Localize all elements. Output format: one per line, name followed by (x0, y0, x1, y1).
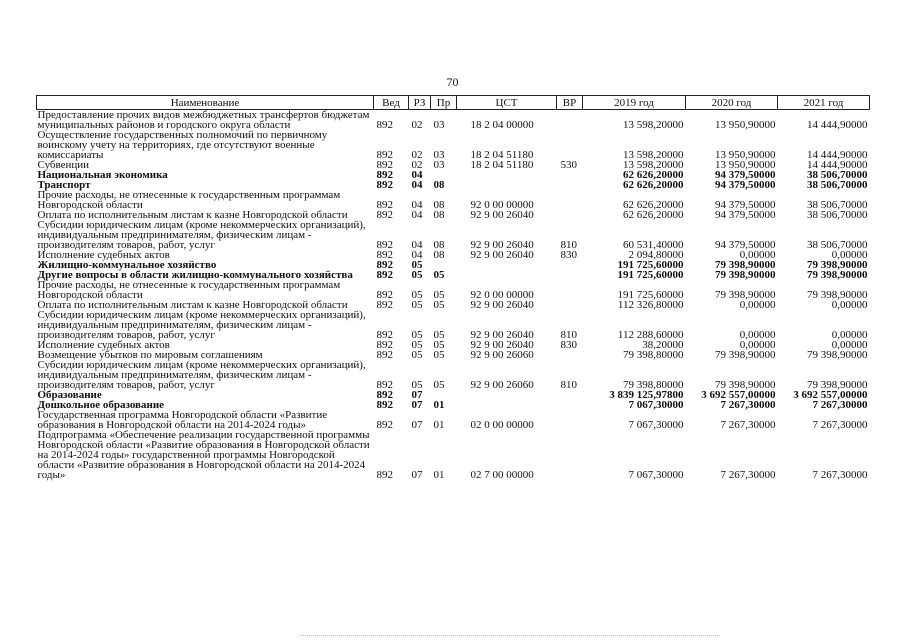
row-vr (557, 190, 583, 210)
page-number: 70 (446, 75, 459, 89)
row-amount-2020: 0,00000 (739, 339, 776, 351)
table-row (37, 280, 870, 300)
row-cst: 02 7 00 00000 (470, 469, 534, 481)
row-amount-2019: 3 839 125,97800 (609, 389, 684, 401)
row-cst: 92 0 00 00000 (470, 289, 534, 301)
row-pr: 01 (433, 399, 445, 411)
row-amount-2021: 14 444,90000 (807, 159, 868, 171)
row-rz: 05 (411, 289, 423, 301)
row-rz: 05 (411, 349, 423, 361)
row-rz: 02 (411, 159, 423, 171)
row-vr (557, 270, 583, 280)
row-name: Возмещение убытков по мировым соглашениям (37, 349, 263, 361)
row-cst: 18 2 04 51180 (470, 149, 534, 161)
row-cst: 92 9 00 26040 (470, 249, 534, 261)
row-pr: 05 (433, 379, 445, 391)
row-amount-2021: 79 398,90000 (807, 379, 868, 391)
row-amount-2019: 112 288,60000 (617, 329, 684, 341)
row-cst (457, 260, 557, 270)
row-ved: 892 (376, 169, 393, 181)
row-amount-2019: 191 725,60000 (617, 289, 684, 301)
row-name: Субсидии юридическим лицам (кроме некоммерческих организаций), индивидуальным предпринимателям, физическим лицам - производителям товаров, работ, услуг (37, 309, 366, 341)
row-pr: 08 (433, 239, 445, 251)
row-ved: 892 (376, 299, 393, 311)
row-vr: 810 (560, 329, 577, 341)
row-amount-2020: 94 379,50000 (715, 179, 776, 191)
row-cst: 92 9 00 26040 (470, 339, 534, 351)
row-vr: 810 (560, 379, 577, 391)
table-row (37, 110, 870, 131)
row-amount-2019: 191 725,60000 (617, 269, 684, 281)
row-rz: 04 (411, 199, 423, 211)
row-amount-2021: 38 506,70000 (807, 179, 868, 191)
row-pr: 08 (433, 209, 445, 221)
row-amount-2019: 13 598,20000 (623, 159, 684, 171)
row-name: Дошкольное образование (37, 399, 165, 411)
row-amount-2019: 7 067,30000 (628, 399, 684, 411)
table-header-row (37, 96, 870, 110)
row-amount-2019: 13 598,20000 (623, 149, 684, 161)
row-amount-2020: 79 398,90000 (715, 269, 776, 281)
row-name: Субсидии юридическим лицам (кроме некоммерческих организаций), индивидуальным предпринимателям, физическим лицам - производителям товаров, работ, услуг (37, 219, 366, 251)
row-amount-2019: 7 067,30000 (628, 469, 684, 481)
row-amount-2020: 13 950,90000 (715, 159, 776, 171)
row-vr (557, 410, 583, 430)
header-vr: ВР (557, 96, 583, 110)
row-amount-2020: 79 398,90000 (715, 379, 776, 391)
row-name: Оплата по исполнительным листам к казне Новгородской области (37, 299, 348, 311)
row-ved: 892 (376, 469, 393, 481)
row-amount-2020: 7 267,30000 (720, 399, 776, 411)
row-pr: 08 (433, 179, 445, 191)
row-pr: 08 (433, 199, 445, 211)
row-name: Государственная программа Новгородской области «Развитие образования в Новгородской области на 2014-2024 годы» (37, 409, 328, 431)
row-amount-2021: 14 444,90000 (807, 119, 868, 131)
header-2019: 2019 год (583, 96, 686, 110)
row-amount-2019: 60 531,40000 (623, 239, 684, 251)
row-ved: 892 (376, 389, 393, 401)
header-rz: РЗ (409, 96, 431, 110)
row-amount-2021: 0,00000 (831, 249, 868, 261)
row-vr: 830 (560, 249, 577, 261)
header-2021: 2021 год (778, 96, 870, 110)
table-row (37, 410, 870, 430)
row-cst (457, 270, 557, 280)
row-rz: 02 (411, 119, 423, 131)
row-amount-2021: 79 398,90000 (807, 349, 868, 361)
row-pr: 01 (433, 469, 445, 481)
row-amount-2020: 7 267,30000 (720, 419, 776, 431)
row-cst: 92 9 00 26040 (470, 209, 534, 221)
row-amount-2021: 79 398,90000 (807, 269, 868, 281)
row-amount-2021: 38 506,70000 (807, 199, 868, 211)
row-pr: 05 (433, 289, 445, 301)
row-rz: 05 (411, 379, 423, 391)
row-cst (457, 180, 557, 190)
row-rz: 05 (411, 299, 423, 311)
row-amount-2019: 112 326,80000 (617, 299, 684, 311)
row-ved: 892 (376, 419, 393, 431)
row-vr (557, 170, 583, 180)
row-rz: 05 (411, 329, 423, 341)
row-ved: 892 (376, 209, 393, 221)
table-row (37, 220, 870, 250)
row-rz: 04 (411, 249, 423, 261)
row-vr (557, 350, 583, 360)
row-rz: 05 (411, 339, 423, 351)
row-pr: 05 (433, 269, 445, 281)
row-vr (557, 280, 583, 300)
row-cst (457, 400, 557, 410)
row-rz: 05 (411, 259, 423, 271)
header-2020: 2020 год (686, 96, 778, 110)
row-cst: 18 2 04 00000 (470, 119, 534, 131)
row-ved: 892 (376, 179, 393, 191)
row-amount-2020: 13 950,90000 (715, 119, 776, 131)
row-name: Осуществление государственных полномочий по первичному воинскому учету на территориях, где отсутствуют военные комиссариаты (37, 129, 328, 161)
row-vr: 830 (560, 339, 577, 351)
row-amount-2021: 38 506,70000 (807, 209, 868, 221)
row-amount-2021: 7 267,30000 (812, 399, 868, 411)
row-cst: 92 9 00 26060 (470, 349, 534, 361)
row-ved: 892 (376, 339, 393, 351)
row-amount-2019: 62 626,20000 (623, 199, 684, 211)
row-vr (557, 110, 583, 131)
row-rz: 02 (411, 149, 423, 161)
row-ved: 892 (376, 199, 393, 211)
row-amount-2020: 79 398,90000 (715, 259, 776, 271)
row-vr (557, 300, 583, 310)
row-cst: 92 9 00 26060 (470, 379, 534, 391)
header-cst: ЦСТ (457, 96, 557, 110)
row-name: Субвенции (37, 159, 90, 171)
row-pr: 05 (433, 339, 445, 351)
row-vr: 810 (560, 239, 577, 251)
row-amount-2020: 79 398,90000 (715, 349, 776, 361)
row-amount-2019: 13 598,20000 (623, 119, 684, 131)
row-ved: 892 (376, 149, 393, 161)
row-amount-2019: 62 626,20000 (623, 209, 684, 221)
row-vr: 530 (560, 159, 577, 171)
row-cst: 18 2 04 51180 (470, 159, 534, 171)
row-name: Национальная экономика (37, 169, 168, 181)
row-name: Жилищно-коммунальное хозяйство (37, 259, 217, 271)
row-ved: 892 (376, 349, 393, 361)
row-amount-2021: 7 267,30000 (812, 419, 868, 431)
row-amount-2020: 0,00000 (739, 329, 776, 341)
row-amount-2021: 0,00000 (831, 329, 868, 341)
row-rz: 07 (411, 399, 423, 411)
row-name: Субсидии юридическим лицам (кроме некоммерческих организаций), индивидуальным предпринимателям, физическим лицам - производителям товаров, работ, услуг (37, 359, 366, 391)
row-ved: 892 (376, 379, 393, 391)
row-rz: 07 (411, 469, 423, 481)
row-amount-2019: 62 626,20000 (623, 169, 684, 181)
table-body (37, 110, 870, 481)
row-name: Подпрограмма «Обеспечение реализации государственной программы Новгородской области «Развитие образования в Новгородской области на 2014-2024 годы» государственной программы Новгородской области «Развитие образования в Новгородской области на 2014-2024 годы» (37, 429, 370, 481)
row-vr (557, 130, 583, 160)
row-amount-2019: 79 398,80000 (623, 349, 684, 361)
row-pr: 05 (433, 329, 445, 341)
row-name: Другие вопросы в области жилищно-коммунального хозяйства (37, 269, 353, 281)
row-vr (557, 210, 583, 220)
row-cst: 92 9 00 26040 (470, 239, 534, 251)
row-amount-2021: 38 506,70000 (807, 169, 868, 181)
row-pr: 08 (433, 249, 445, 261)
row-rz: 04 (411, 169, 423, 181)
row-vr (557, 400, 583, 410)
row-rz: 04 (411, 239, 423, 251)
row-amount-2021: 7 267,30000 (812, 469, 868, 481)
row-rz: 04 (411, 179, 423, 191)
header-name: Наименование (37, 96, 374, 110)
row-ved: 892 (376, 329, 393, 341)
row-cst: 92 0 00 00000 (470, 199, 534, 211)
row-amount-2021: 79 398,90000 (807, 259, 868, 271)
table-row (37, 190, 870, 210)
row-amount-2021: 3 692 557,00000 (793, 389, 868, 401)
row-rz: 04 (411, 209, 423, 221)
row-rz: 07 (411, 419, 423, 431)
row-amount-2019: 62 626,20000 (623, 179, 684, 191)
header-pr: Пр (431, 96, 457, 110)
table-row (37, 430, 870, 480)
table-row (37, 130, 870, 160)
row-name: Образование (37, 389, 102, 401)
row-amount-2020: 0,00000 (739, 249, 776, 261)
row-amount-2021: 38 506,70000 (807, 239, 868, 251)
row-name: Прочие расходы, не отнесенные к государственным программам Новгородской области (37, 189, 341, 211)
row-ved: 892 (376, 399, 393, 411)
row-ved: 892 (376, 289, 393, 301)
row-ved: 892 (376, 239, 393, 251)
row-pr: 05 (433, 299, 445, 311)
row-amount-2020: 94 379,50000 (715, 169, 776, 181)
row-pr: 03 (433, 119, 445, 131)
row-name: Транспорт (37, 179, 91, 191)
row-amount-2019: 2 094,80000 (628, 249, 684, 261)
row-amount-2020: 94 379,50000 (715, 209, 776, 221)
row-name: Оплата по исполнительным листам к казне Новгородской области (37, 209, 348, 221)
budget-table (36, 95, 870, 480)
row-rz: 05 (411, 269, 423, 281)
row-ved: 892 (376, 159, 393, 171)
row-name: Прочие расходы, не отнесенные к государственным программам Новгородской области (37, 279, 341, 301)
row-amount-2020: 94 379,50000 (715, 239, 776, 251)
row-vr (557, 430, 583, 480)
row-amount-2019: 7 067,30000 (628, 419, 684, 431)
row-ved: 892 (376, 249, 393, 261)
row-ved: 892 (376, 269, 393, 281)
row-pr: 03 (433, 159, 445, 171)
row-amount-2020: 0,00000 (739, 299, 776, 311)
row-pr: 03 (433, 149, 445, 161)
row-name: Предоставление прочих видов межбюджетных трансфертов бюджетам муниципальных районов и городского округа области (37, 109, 370, 131)
row-vr (557, 180, 583, 190)
row-amount-2021: 0,00000 (831, 299, 868, 311)
header-ved: Вед (374, 96, 409, 110)
row-amount-2020: 13 950,90000 (715, 149, 776, 161)
row-amount-2020: 94 379,50000 (715, 199, 776, 211)
row-amount-2021: 79 398,90000 (807, 289, 868, 301)
row-cst: 92 9 00 26040 (470, 329, 534, 341)
row-amount-2020: 7 267,30000 (720, 469, 776, 481)
row-amount-2021: 14 444,90000 (807, 149, 868, 161)
row-amount-2020: 79 398,90000 (715, 289, 776, 301)
row-cst: 02 0 00 00000 (470, 419, 534, 431)
row-amount-2019: 38,20000 (642, 339, 684, 351)
row-vr (557, 260, 583, 270)
row-name: Исполнение судебных актов (37, 249, 170, 261)
row-vr (557, 390, 583, 400)
row-amount-2019: 79 398,80000 (623, 379, 684, 391)
row-cst (457, 390, 557, 400)
row-amount-2020: 3 692 557,00000 (701, 389, 776, 401)
row-amount-2019: 191 725,60000 (617, 259, 684, 271)
row-rz: 07 (411, 389, 423, 401)
footer-divider (300, 634, 720, 636)
row-pr: 05 (433, 349, 445, 361)
row-cst: 92 9 00 26040 (470, 299, 534, 311)
row-amount-2021: 0,00000 (831, 339, 868, 351)
table-row (37, 310, 870, 340)
row-ved: 892 (376, 119, 393, 131)
row-cst (457, 170, 557, 180)
row-ved: 892 (376, 259, 393, 271)
row-pr: 01 (433, 419, 445, 431)
table-row (37, 360, 870, 390)
row-name: Исполнение судебных актов (37, 339, 170, 351)
